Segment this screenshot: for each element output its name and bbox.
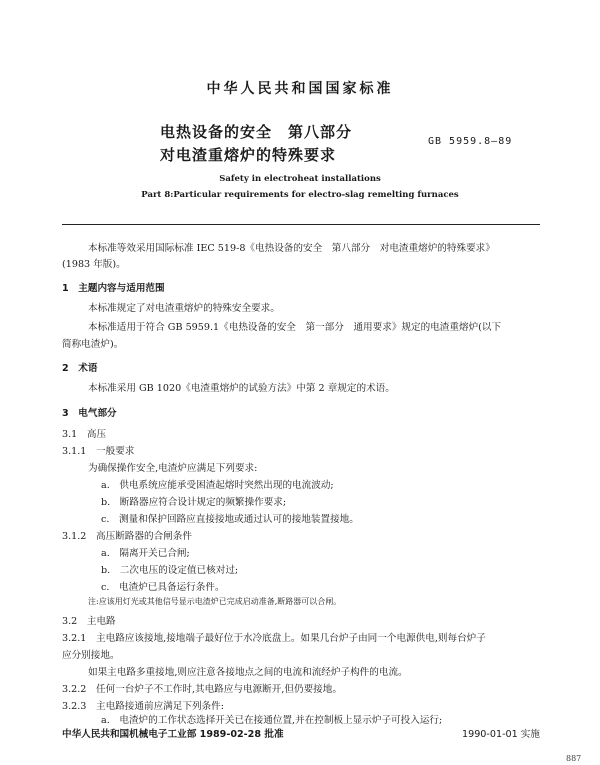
section-3-1-2-item-b: b. 二次电压的设定值已核对过; <box>101 565 239 576</box>
section-3-1-2-note: 注:应该用灯光或其他信号显示电渣炉已完成启动准备,断路器可以合闸。 <box>88 597 342 606</box>
section-3-2-heading: 3.2 主电路 <box>62 616 116 627</box>
intro-line2: (1983 年版)。 <box>62 259 126 270</box>
section-3-1-2-item-c: c. 电渣炉已具备运行条件。 <box>101 582 225 593</box>
title-zh-line2: 对电渣重熔炉的特殊要求 <box>160 146 337 164</box>
section-1-para2-line1: 本标准适用于符合 GB 5959.1《电热设备的安全 第一部分 通用要求》规定的电渣重熔炉(以下 <box>88 322 502 333</box>
section-3-1-heading: 3.1 高压 <box>62 429 107 440</box>
section-1-heading: 1 主题内容与适用范围 <box>62 283 165 294</box>
section-3-2-1-line2: 应分别接地。 <box>62 650 120 661</box>
issuer-approval: 中华人民共和国机械电子工业部 1989-02-28 批准 <box>62 729 284 740</box>
section-3-2-1-line3: 如果主电路多重接地,则应注意各接地点之间的电流和流经炉子构件的电流。 <box>88 667 408 678</box>
section-3-1-1-heading: 3.1.1 一般要求 <box>62 446 135 457</box>
section-3-1-1-item-a: a. 供电系统应能承受困渣起熔时突然出现的电流波动; <box>101 480 334 491</box>
page-number: 887 <box>566 754 582 763</box>
title-en-line2: Part 8:Particular requirements for electro-slag remelting furnaces <box>141 190 459 200</box>
standard-body-header: 中华人民共和国国家标准 <box>206 81 394 97</box>
section-3-1-1-item-b: b. 断路器应符合设计规定的频繁操作要求; <box>101 497 287 508</box>
section-3-2-2: 3.2.2 任何一台炉子不工作时,其电路应与电源断开,但仍要接地。 <box>62 684 342 695</box>
section-3-2-3-heading: 3.2.3 主电路接通前应满足下列条件: <box>62 701 224 712</box>
section-3-1-1-item-c: c. 测量和保护回路应直接接地或通过认可的接地装置接地。 <box>101 514 359 525</box>
section-1-para2-line2: 简称电渣炉)。 <box>62 339 124 350</box>
section-2-para1: 本标准采用 GB 1020《电渣重熔炉的试验方法》中第 2 章规定的术语。 <box>88 383 395 394</box>
title-en-line1: Safety in electroheat installations <box>219 174 381 184</box>
section-3-2-3-item-a: a. 电渣炉的工作状态选择开关已在接通位置,并在控制板上显示炉子可投入运行; <box>101 715 443 726</box>
section-3-heading: 3 电气部分 <box>62 408 117 419</box>
section-3-1-1-lead: 为确保操作安全,电渣炉应满足下列要求: <box>88 463 258 474</box>
title-zh-line1: 电热设备的安全 第八部分 <box>160 123 353 141</box>
section-3-1-2-heading: 3.1.2 高压断路器的合闸条件 <box>62 531 192 542</box>
section-2-heading: 2 术语 <box>62 363 98 374</box>
section-1-para1: 本标准规定了对电渣重熔炉的特殊安全要求。 <box>88 303 280 314</box>
standard-code: GB 5959.8—89 <box>428 136 513 147</box>
section-3-1-2-item-a: a. 隔离开关已合闸; <box>101 548 190 559</box>
title-divider <box>62 224 540 225</box>
section-3-2-1-line1: 3.2.1 主电路应该接地,接地端子最好位于水冷底盘上。如果几台炉子由同一个电源供电,则每台炉子 <box>62 633 486 644</box>
intro-line1: 本标准等效采用国际标准 IEC 519-8《电热设备的安全 第八部分 对电渣重熔炉的特殊要求》 <box>88 243 495 254</box>
effective-date: 1990-01-01 实施 <box>462 729 540 740</box>
